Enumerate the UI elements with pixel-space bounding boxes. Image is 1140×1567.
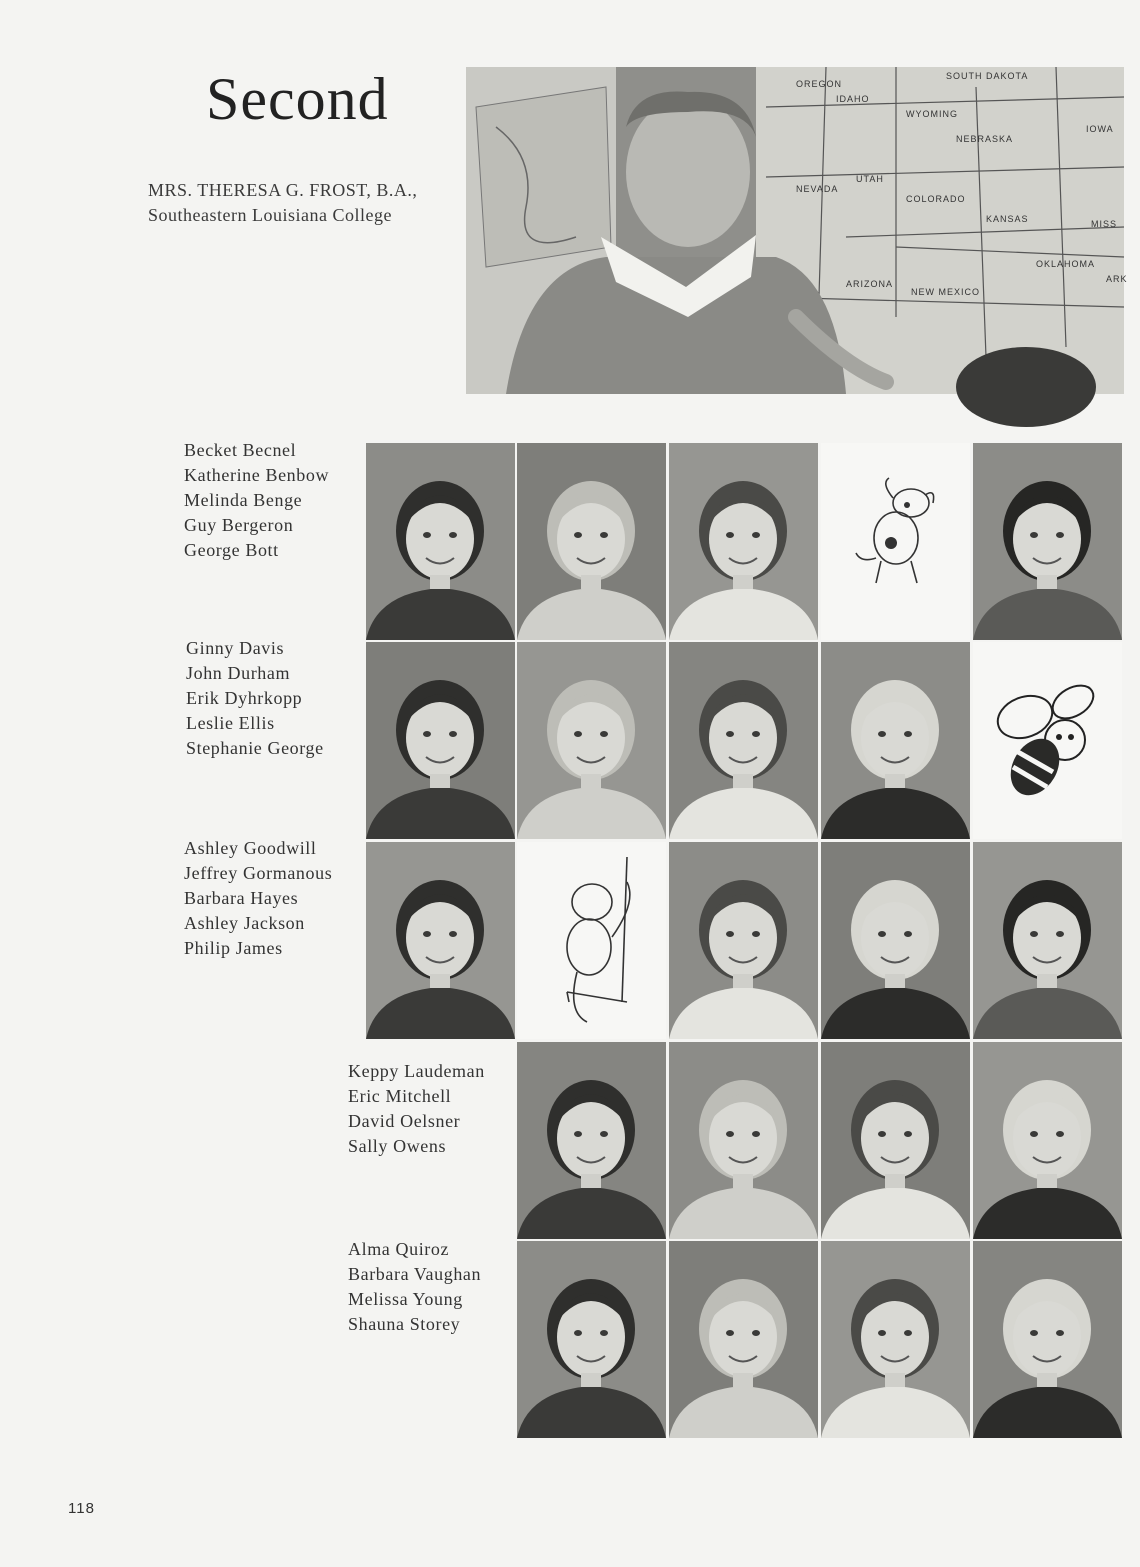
portrait-image: [821, 1042, 970, 1239]
monkey-drawing-image: [517, 842, 666, 1039]
student-portrait: [366, 642, 515, 839]
student-name: Melinda Benge: [184, 490, 303, 510]
portrait-image: [517, 1241, 666, 1438]
student-name: Ashley Jackson: [184, 913, 305, 933]
student-name: Jeffrey Gormanous: [184, 863, 333, 883]
row-4-names: [348, 1059, 485, 1159]
teacher-college: Southeastern Louisiana College: [148, 205, 392, 225]
portrait-image: [366, 842, 515, 1039]
student-name: Erik Dyhrkopp: [186, 688, 303, 708]
portrait-image: [821, 1241, 970, 1438]
svg-text:OKLAHOMA: OKLAHOMA: [1036, 259, 1096, 269]
svg-text:SOUTH DAKOTA: SOUTH DAKOTA: [946, 71, 1029, 81]
student-name: Katherine Benbow: [184, 465, 330, 485]
page-title: Second: [206, 66, 389, 132]
student-portrait: [669, 642, 818, 839]
teacher-photo-image: [466, 67, 1128, 394]
student-name: Melissa Young: [348, 1289, 463, 1309]
portrait-image: [669, 842, 818, 1039]
page-number: 118: [68, 1500, 95, 1517]
svg-text:NEW MEXICO: NEW MEXICO: [911, 287, 981, 297]
student-name: George Bott: [184, 540, 279, 560]
student-portrait: [517, 642, 666, 839]
student-portrait: [973, 443, 1122, 640]
svg-text:WYOMING: WYOMING: [906, 109, 958, 119]
student-portrait: [669, 443, 818, 640]
student-portrait: [821, 642, 970, 839]
svg-text:MISS: MISS: [1091, 219, 1118, 229]
student-portrait: [517, 1241, 666, 1438]
svg-text:IDAHO: IDAHO: [836, 94, 870, 104]
svg-text:COLORADO: COLORADO: [906, 194, 966, 204]
teacher-caption: [148, 178, 417, 228]
portrait-image: [517, 642, 666, 839]
student-portrait: [973, 842, 1122, 1039]
student-name: David Oelsner: [348, 1111, 461, 1131]
student-portrait: [517, 443, 666, 640]
svg-text:ARIZONA: ARIZONA: [846, 279, 894, 289]
student-name: Leslie Ellis: [186, 713, 275, 733]
row-1-names: [184, 438, 329, 563]
student-portrait: [517, 1042, 666, 1239]
student-portrait: [669, 1042, 818, 1239]
portrait-image: [973, 1241, 1122, 1438]
svg-text:UTAH: UTAH: [856, 174, 884, 184]
teacher-name: MRS. THERESA G. FROST, B.A.,: [148, 180, 418, 200]
portrait-image: [821, 642, 970, 839]
student-portrait: [973, 1241, 1122, 1438]
student-portrait: [821, 1042, 970, 1239]
monkey-drawing: [517, 842, 666, 1039]
student-name: John Durham: [186, 663, 291, 683]
svg-text:ARK: ARK: [1106, 274, 1128, 284]
portrait-image: [821, 842, 970, 1039]
student-name: Sally Owens: [348, 1136, 447, 1156]
portrait-image: [973, 443, 1122, 640]
dog-drawing-image: [821, 443, 970, 640]
student-name: Becket Becnel: [184, 440, 297, 460]
bee-drawing-image: [973, 642, 1122, 839]
row-2-names: [186, 636, 324, 761]
portrait-image: [669, 642, 818, 839]
teacher-photo: [466, 67, 1128, 394]
student-portrait: [973, 1042, 1122, 1239]
student-name: Ashley Goodwill: [184, 838, 317, 858]
student-name: Barbara Hayes: [184, 888, 299, 908]
portrait-image: [517, 443, 666, 640]
student-name: Keppy Laudeman: [348, 1061, 485, 1081]
student-name: Shauna Storey: [348, 1314, 461, 1334]
student-name: Philip James: [184, 938, 283, 958]
student-portrait: [669, 1241, 818, 1438]
svg-text:NEBRASKA: NEBRASKA: [956, 134, 1014, 144]
portrait-image: [669, 443, 818, 640]
svg-text:IOWA: IOWA: [1086, 124, 1114, 134]
student-portrait: [366, 443, 515, 640]
row-5-names: [348, 1237, 481, 1337]
row-3-names: [184, 836, 332, 961]
student-name: Alma Quiroz: [348, 1239, 450, 1259]
dog-drawing: [821, 443, 970, 640]
student-portrait: [366, 842, 515, 1039]
student-name: Eric Mitchell: [348, 1086, 452, 1106]
portrait-image: [366, 443, 515, 640]
portrait-image: [669, 1241, 818, 1438]
portrait-image: [669, 1042, 818, 1239]
student-name: Guy Bergeron: [184, 515, 294, 535]
svg-text:NEVADA: NEVADA: [796, 184, 839, 194]
svg-text:KANSAS: KANSAS: [986, 214, 1029, 224]
portrait-image: [517, 1042, 666, 1239]
svg-text:OREGON: OREGON: [796, 79, 843, 89]
bee-drawing: [973, 642, 1122, 839]
student-name: Barbara Vaughan: [348, 1264, 482, 1284]
portrait-image: [973, 842, 1122, 1039]
portrait-image: [973, 1042, 1122, 1239]
student-portrait: [821, 842, 970, 1039]
student-name: Stephanie George: [186, 738, 324, 758]
student-name: Ginny Davis: [186, 638, 285, 658]
student-portrait: [669, 842, 818, 1039]
student-portrait: [821, 1241, 970, 1438]
portrait-image: [366, 642, 515, 839]
